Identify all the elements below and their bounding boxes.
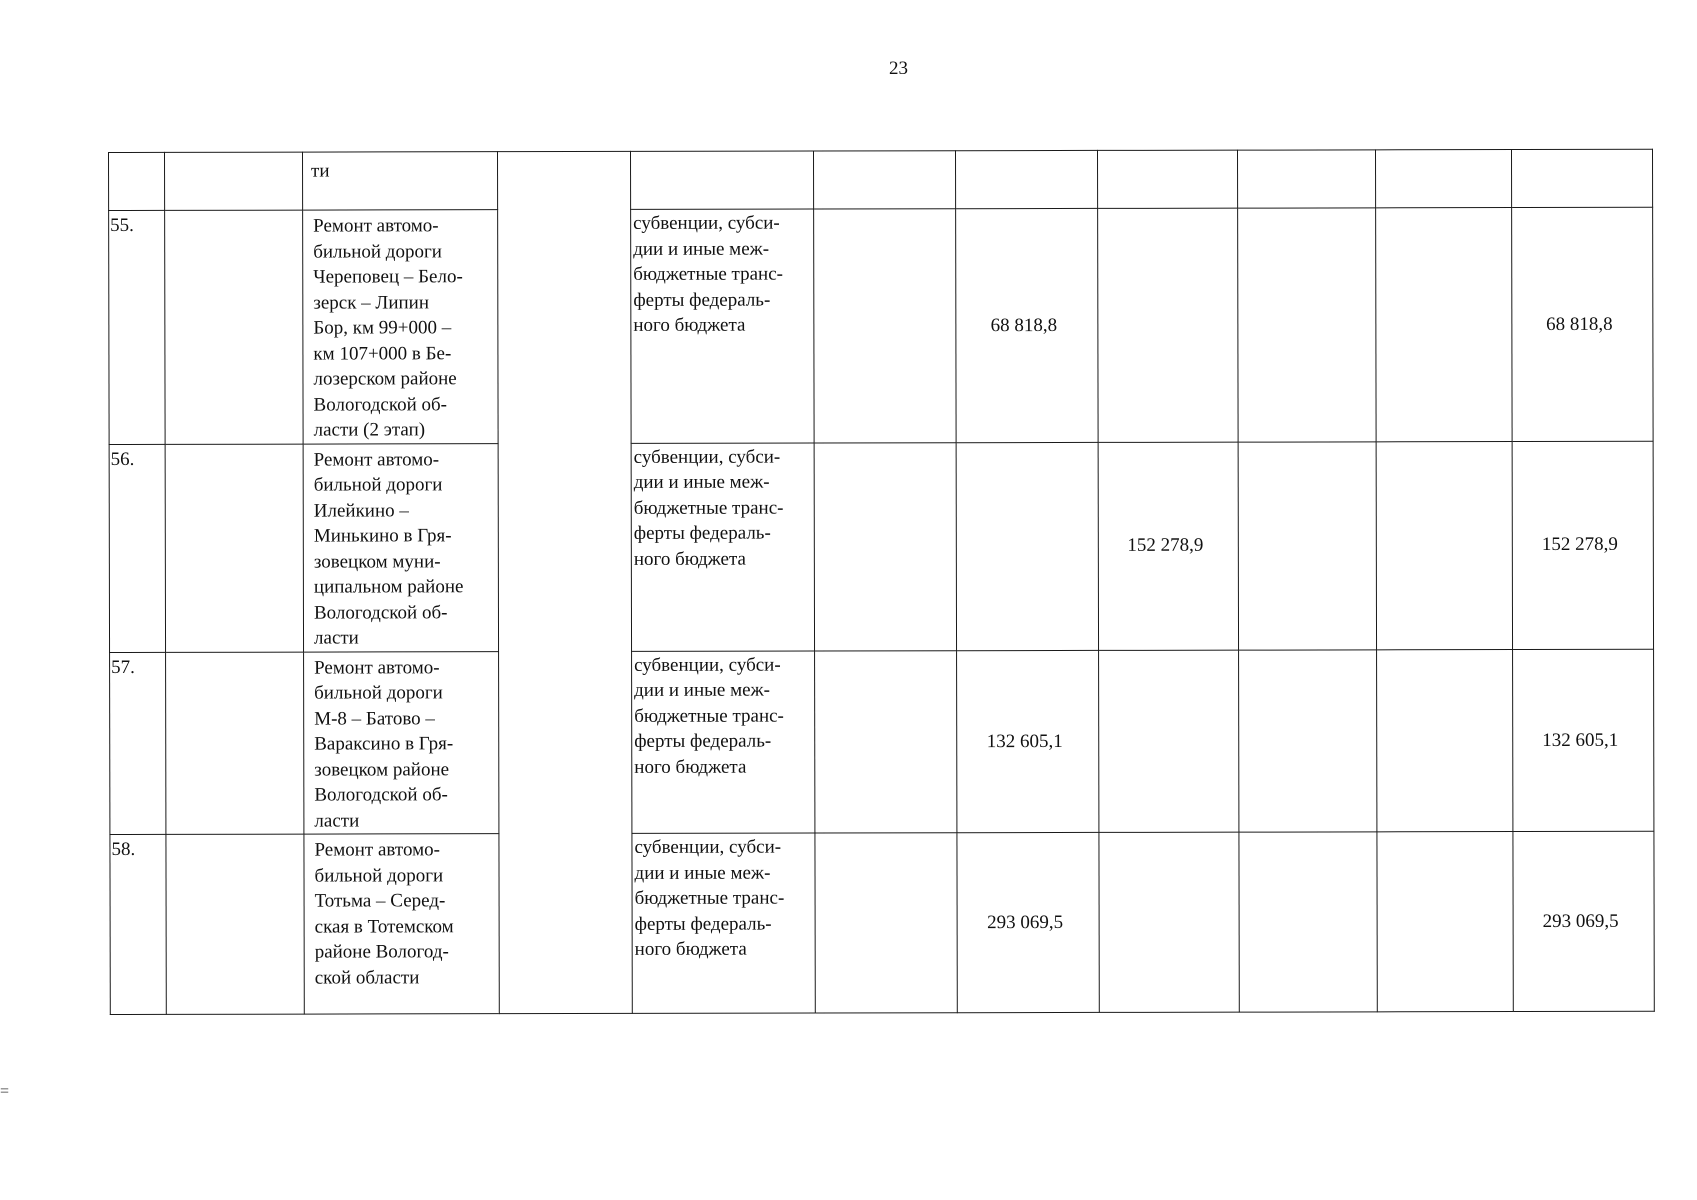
cell-blank (814, 209, 956, 443)
cell-source (630, 151, 813, 209)
cell-blank (165, 210, 303, 444)
value-year2: 152 278,9 (1098, 442, 1238, 650)
value-year1: 68 818,8 (956, 208, 1098, 442)
value-year4 (1377, 649, 1513, 832)
value-year3 (1239, 832, 1377, 1012)
object-name: Ремонт автомо- бильной дороги Череповец – Бело- зерск – Липин Бор, км 99+000 – км 107+000 в Бе- лозерском районе Вологодской об- ласти (2 этап) (303, 210, 498, 444)
cell-num (109, 152, 165, 210)
cell-name-continuation: ти (303, 152, 498, 210)
value-year4 (1376, 441, 1512, 649)
cell-blank (815, 650, 957, 833)
funding-source: субвенции, субси- дии и иные меж- бюджетные транс- ферты федераль- ного бюджета (631, 443, 814, 651)
cell-year4 (1375, 150, 1511, 208)
funding-source: субвенции, субси- дии и иные меж- бюджетные транс- ферты федераль- ного бюджета (632, 833, 815, 1013)
table-row (110, 831, 1654, 1014)
value-year3 (1238, 441, 1376, 649)
budget-table (108, 149, 1655, 1015)
value-year2 (1098, 208, 1238, 442)
cell-year2 (1097, 150, 1237, 208)
table-row (109, 441, 1653, 652)
value-year1: 132 605,1 (957, 650, 1099, 833)
value-year4 (1376, 208, 1512, 442)
cell-total (1511, 149, 1652, 207)
cell-blank (166, 652, 304, 835)
value-total: 293 069,5 (1513, 831, 1654, 1011)
row-number: 55. (109, 210, 165, 444)
page-number: 23 (889, 58, 908, 79)
scan-margin-mark: = (0, 1083, 10, 1100)
funding-source: субвенции, субси- дии и иные меж- бюджетные транс- ферты федераль- ного бюджета (631, 209, 814, 443)
value-year4 (1377, 832, 1513, 1012)
value-year1 (956, 442, 1098, 650)
cell-year3 (1237, 150, 1375, 208)
cell-blank (166, 834, 304, 1014)
row-number: 56. (109, 444, 165, 652)
value-year3 (1239, 649, 1377, 832)
object-name: Ремонт автомо- бильной дороги Тотьма – Серед- ская в Тотемском районе Вологод- ской области (304, 834, 499, 1014)
cell-blank (815, 833, 957, 1013)
table-row-header-continuation (109, 149, 1653, 210)
value-total: 152 278,9 (1512, 441, 1653, 649)
value-year3 (1238, 208, 1376, 442)
object-name: Ремонт автомо- бильной дороги М-8 – Батово – Вараксино в Гря- зовецком районе Вологодской об- ласти (304, 651, 499, 834)
row-number: 57. (110, 652, 166, 835)
funding-source: субвенции, субси- дии и иные меж- бюджетные транс- ферты федераль- ного бюджета (632, 651, 815, 834)
cell-year1 (955, 150, 1097, 208)
object-name: Ремонт автомо- бильной дороги Илейкино – Минькино в Гря- зовецком муни- ципальном районе Вологодской об- ласти (303, 443, 498, 651)
row-number: 58. (110, 834, 166, 1014)
value-year2 (1099, 832, 1239, 1012)
value-year2 (1099, 650, 1239, 833)
cell-blank (813, 151, 955, 209)
value-total: 132 605,1 (1513, 649, 1654, 832)
cell-merged-column (498, 151, 633, 1013)
value-total: 68 818,8 (1512, 207, 1653, 441)
cell-blank (165, 444, 303, 652)
value-year1: 293 069,5 (957, 832, 1099, 1012)
table-row (110, 649, 1654, 835)
cell-blank (814, 442, 956, 650)
table-row (109, 207, 1653, 444)
cell-blank (165, 152, 303, 210)
